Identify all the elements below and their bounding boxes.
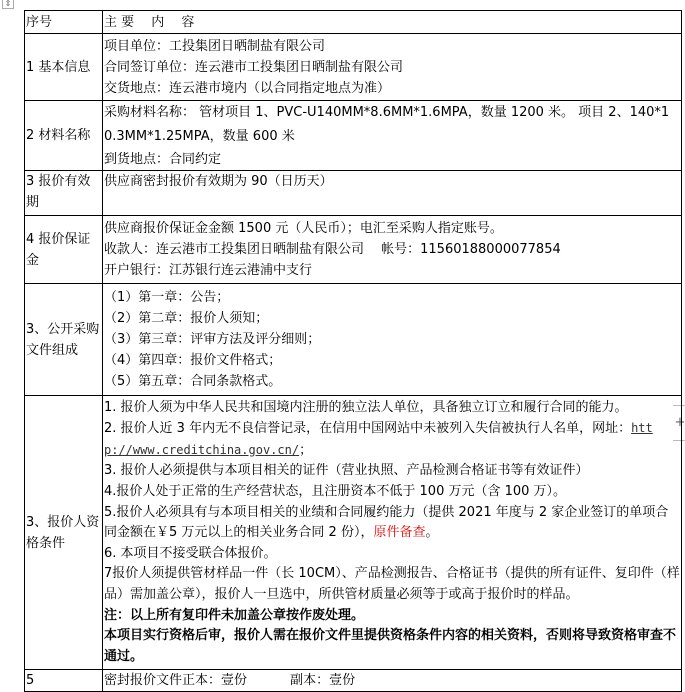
add-row-icon[interactable]: + xyxy=(673,405,685,441)
qualification-2-end: ； xyxy=(299,442,313,458)
qualification-4: 4.报价人处于正常的生产经营状态，且注册资本不低于 100 万元（含 100 万）。 xyxy=(104,484,567,500)
qualification-1: 1. 报价人须为中华人民共和国境内注册的独立法人单位，具备独立订立和履行合同的能力。 xyxy=(104,399,628,415)
header-col-content: 主 要 内 容 xyxy=(103,11,682,34)
table-move-handle-icon[interactable]: ⇕ xyxy=(2,0,14,9)
chapter-item: （4）第四章：报价文件格式； xyxy=(104,353,282,368)
qualification-5-end: 。 xyxy=(425,525,439,541)
table-row xyxy=(25,171,682,216)
table-row xyxy=(25,284,682,396)
row-label: 4 报价保证金 xyxy=(25,216,103,284)
qualification-5 xyxy=(104,503,681,544)
qualification-2 xyxy=(104,418,681,461)
chapter-item: （3）第三章：评审方法及评分细则； xyxy=(104,332,321,347)
note-post-qualification: 本项目实行资格后审，报价人需在报价文件里提供资格条件内容的相关资料，否则将导致资格审查不通过。 xyxy=(104,628,677,664)
table-row xyxy=(25,101,682,171)
arrival-location: 到货地点：合同约定 xyxy=(104,152,222,167)
deposit-amount: 供应商报价保证金金额 1500 元（人民币）；电汇至采购人指定账号。 xyxy=(104,221,503,236)
row-content xyxy=(103,284,682,396)
row-content xyxy=(103,34,682,101)
procurement-table xyxy=(24,10,682,692)
table-header-row xyxy=(25,11,682,34)
table-row xyxy=(25,216,682,284)
qualification-2-text: 2. 报价人近 3 年内无不良信誉记录，在信用中国网站中未被列入失信被执行人名单，网址： xyxy=(104,421,632,437)
table-row xyxy=(25,34,682,101)
creditchina-link[interactable]: http://www.creditchina.gov.cn/ xyxy=(104,421,653,457)
chapter-item: （5）第五章：合同条款格式。 xyxy=(104,374,282,389)
chapter-item: （1）第一章：公告； xyxy=(104,290,230,305)
row-content xyxy=(103,396,682,670)
payee-account: 收款人：连云港市工投集团日晒制盐有限公司 帐号：11560188000077854 xyxy=(104,242,561,257)
row-content: 供应商密封报价有效期为 90（日历天） xyxy=(103,171,682,216)
material-names: 采购材料名称： 管材项目 1、PVC-U140MM*8.6MM*1.6MPA，数量 1200 米。 项目 2、140*10.3MM*1.25MPA，数量 600 米 xyxy=(104,105,670,144)
row-label: 3、公开采购文件组成 xyxy=(25,284,103,396)
header-col-number: 序号 xyxy=(25,11,103,34)
qualification-5-text: 5.报价人必须具有与本项目相关的业绩和合同履约能力（提供 2021 年度与 2 家企业签订的单项合同金额在￥5 万元以上的相关业务合同 2 份）， xyxy=(104,504,669,541)
original-for-check: 原件备查 xyxy=(373,525,426,541)
note-copies: 注：以上所有复印件未加盖公章按作废处理。 xyxy=(104,607,365,623)
row-content xyxy=(103,216,682,284)
delivery-location: 交货地点：连云港市境内（以合同指定地点为准） xyxy=(104,80,391,96)
qualification-6: 6. 本项目不接受联合体报价。 xyxy=(104,545,277,561)
row-label: 3 报价有效期 xyxy=(25,171,103,216)
row-label: 3、报价人资格条件 xyxy=(25,396,103,670)
row-content xyxy=(103,101,682,171)
qualification-7: 7报价人须提供管材样品一件（长 10CM）、产品检测报告、合格证书（提供的所有证件、复印件（样品）需加盖公章），报价人一旦选中，所供管材质量必须等于或高于报价时的样品。 xyxy=(104,566,680,602)
bank-name: 开户银行：江苏银行连云港浦中支行 xyxy=(104,263,313,278)
qualification-3: 3. 报价人必须提供与本项目相关的证件（营业执照、产品检测合格证书等有效证件） xyxy=(104,463,589,479)
table-row xyxy=(25,670,682,692)
row-label: 2 材料名称 xyxy=(25,101,103,171)
project-unit: 项目单位：工投集团日晒制盐有限公司 xyxy=(104,38,326,54)
table-row xyxy=(25,396,682,670)
row-label: 1 基本信息 xyxy=(25,34,103,101)
row-label: 5 xyxy=(25,670,103,692)
row-content: 密封报价文件正本：壹份 副本：壹份 xyxy=(103,670,682,692)
contract-unit: 合同签订单位：连云港市工投集团日晒制盐有限公司 xyxy=(104,59,404,75)
chapter-item: （2）第二章：报价人须知； xyxy=(104,311,269,326)
